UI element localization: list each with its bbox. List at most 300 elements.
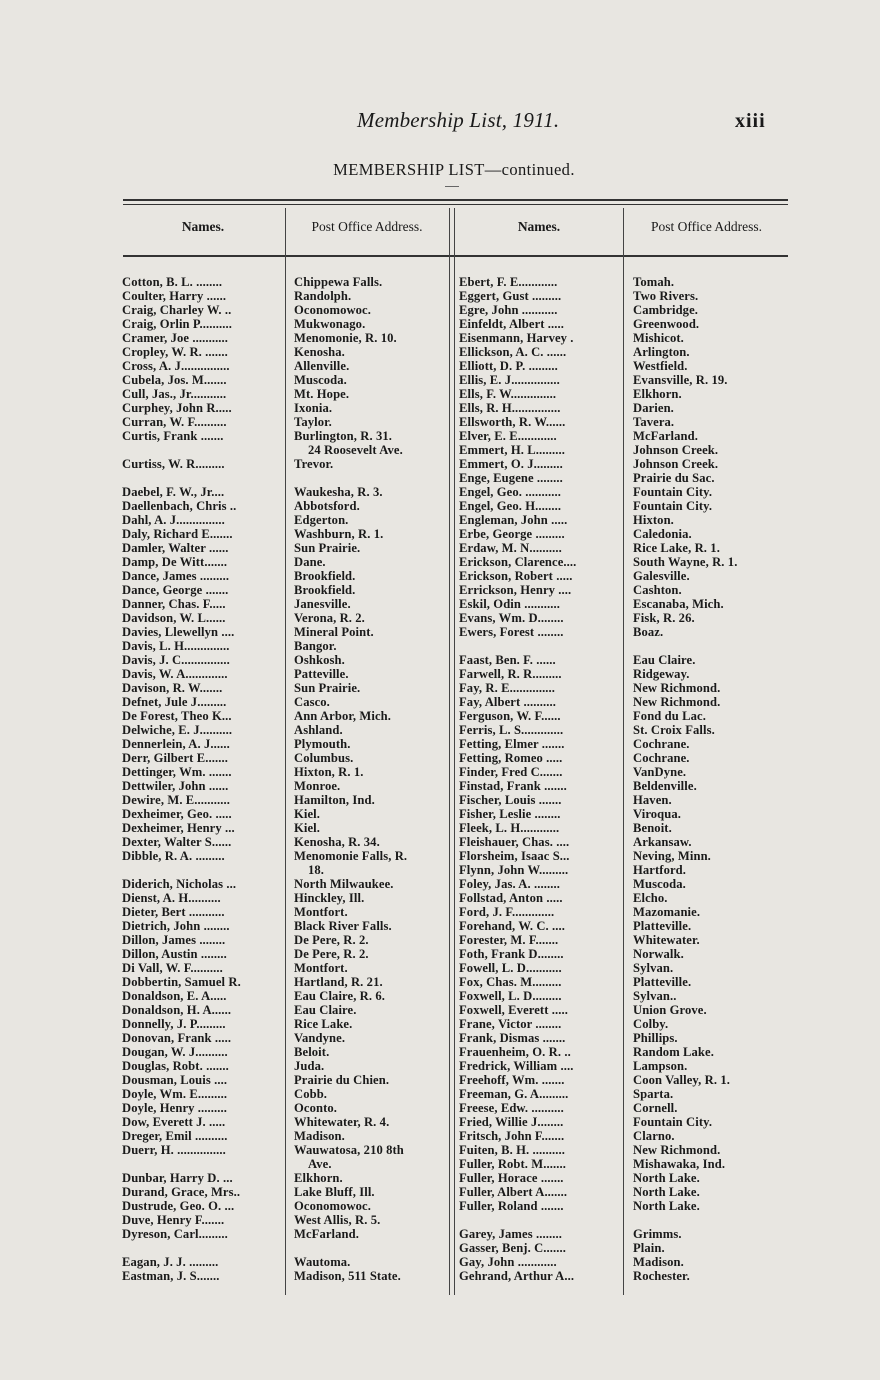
member-name: Cramer, Joe ........... <box>122 331 229 345</box>
left-names-column <box>122 275 284 1283</box>
column-divider <box>285 208 286 1295</box>
member-name: Danner, Chas. F..... <box>122 597 226 611</box>
member-name: Cropley, W. R. ....... <box>122 345 228 359</box>
member-address: Cochrane. <box>633 751 690 765</box>
member-address: Ashland. <box>294 723 343 737</box>
member-name <box>122 1157 284 1171</box>
member-address <box>294 1241 448 1255</box>
member-name: Fetting, Elmer ....... <box>459 737 565 751</box>
member-name: Fowell, L. D........... <box>459 961 562 975</box>
member-name: Fleishauer, Chas. .... <box>459 835 570 849</box>
member-name: Dousman, Louis .... <box>122 1073 228 1087</box>
member-name: Ferris, L. S............. <box>459 723 564 737</box>
member-address: Fountain City. <box>633 485 713 499</box>
member-address: Plain. <box>633 1241 665 1255</box>
member-name: Finstad, Frank ....... <box>459 779 567 793</box>
member-address: Kiel. <box>294 807 321 821</box>
member-name: Ellickson, A. C. ...... <box>459 345 567 359</box>
member-name: Davis, W. A............. <box>122 667 228 681</box>
member-name: Flynn, John W......... <box>459 863 569 877</box>
member-address: Lampson. <box>633 1059 688 1073</box>
member-name: Fuller, Albert A....... <box>459 1185 568 1199</box>
member-name: Forester, M. F....... <box>459 933 559 947</box>
header-rule <box>123 255 788 257</box>
names-header-left: Names. <box>181 219 225 234</box>
member-address: Kenosha, R. 34. <box>294 835 380 849</box>
member-name: Davis, J. C............... <box>122 653 230 667</box>
member-name <box>122 471 284 485</box>
member-address: Verona, R. 2. <box>294 611 365 625</box>
member-address: Plymouth. <box>294 737 351 751</box>
address-header-left: Post Office Address. <box>311 219 423 234</box>
member-name: Douglas, Robt. ....... <box>122 1059 229 1073</box>
member-address: 18. <box>308 863 325 877</box>
member-name: Ells, R. H............... <box>459 401 561 415</box>
member-name: Frane, Victor ........ <box>459 1017 562 1031</box>
member-address: Evansville, R. 19. <box>633 373 728 387</box>
member-name: Doyle, Henry ......... <box>122 1101 228 1115</box>
member-name: Foxwell, Everett ..... <box>459 1003 568 1017</box>
member-name: Ells, F. W.............. <box>459 387 557 401</box>
member-address: Prairie du Chien. <box>294 1073 390 1087</box>
member-address: Janesville. <box>294 597 351 611</box>
member-address: Tavera. <box>633 415 675 429</box>
member-address: Lake Bluff, Ill. <box>294 1185 375 1199</box>
member-address: VanDyne. <box>633 765 687 779</box>
member-address: New Richmond. <box>633 1143 721 1157</box>
member-address: McFarland. <box>294 1227 360 1241</box>
member-address: Brookfield. <box>294 569 356 583</box>
member-address: Coon Valley, R. 1. <box>633 1073 730 1087</box>
member-address: Eau Claire, R. 6. <box>294 989 386 1003</box>
member-name: Dougan, W. J.......... <box>122 1045 228 1059</box>
member-address: North Lake. <box>633 1171 700 1185</box>
member-address: Muscoda. <box>294 373 347 387</box>
member-name: Gay, John ............ <box>459 1255 557 1269</box>
member-address: Darien. <box>633 401 674 415</box>
member-address: Whitewater, R. 4. <box>294 1115 390 1129</box>
member-name: Engleman, John ..... <box>459 513 568 527</box>
member-name: Ewers, Forest ........ <box>459 625 564 639</box>
member-address: Juda. <box>294 1059 325 1073</box>
member-address: Montfort. <box>294 961 348 975</box>
member-name: Emmert, O. J......... <box>459 457 563 471</box>
member-name: Gehrand, Arthur A... <box>459 1269 575 1283</box>
member-name: Craig, Charley W. .. <box>122 303 232 317</box>
member-name: Dustrude, Geo. O. ... <box>122 1199 235 1213</box>
member-address: De Pere, R. 2. <box>294 947 369 961</box>
member-name <box>122 863 284 877</box>
member-name: Daellenbach, Chris .. <box>122 499 237 513</box>
member-address: Norwalk. <box>633 947 684 961</box>
member-name: Fuller, Horace ....... <box>459 1171 564 1185</box>
member-name: Daebel, F. W., Jr.... <box>122 485 225 499</box>
member-name: Fuiten, B. H. .......... <box>459 1143 565 1157</box>
member-address: Two Rivers. <box>633 289 699 303</box>
member-address: Mukwonago. <box>294 317 366 331</box>
member-address: Caledonia. <box>633 527 692 541</box>
member-name: Enge, Eugene ........ <box>459 471 563 485</box>
member-name: Davies, Llewellyn .... <box>122 625 235 639</box>
member-address: Eau Claire. <box>294 1003 357 1017</box>
member-name: Craig, Orlin P.......... <box>122 317 233 331</box>
member-name: Dahl, A. J............... <box>122 513 225 527</box>
member-name: Dettwiler, John ...... <box>122 779 229 793</box>
member-name: Coulter, Harry ...... <box>122 289 227 303</box>
member-address: Arlington. <box>633 345 690 359</box>
member-address: Sylvan.. <box>633 989 677 1003</box>
member-address: Muscoda. <box>633 877 686 891</box>
member-name: Fuller, Roland ....... <box>459 1199 564 1213</box>
member-name: Dieter, Bert ........... <box>122 905 225 919</box>
member-address: Hinckley, Ill. <box>294 891 365 905</box>
member-address: Cornell. <box>633 1101 678 1115</box>
member-address: Trevor. <box>294 457 334 471</box>
member-name: Donaldson, H. A...... <box>122 1003 232 1017</box>
member-address: Mt. Hope. <box>294 387 350 401</box>
member-address: Hixton, R. 1. <box>294 765 364 779</box>
running-title: Membership List, 1911. <box>357 108 560 132</box>
member-address: North Lake. <box>633 1199 700 1213</box>
member-name: Fuller, Robt. M....... <box>459 1157 567 1171</box>
member-address: Hixton. <box>633 513 674 527</box>
member-address: Ixonia. <box>294 401 333 415</box>
member-name: Donnelly, J. P......... <box>122 1017 226 1031</box>
member-address: Haven. <box>633 793 672 807</box>
member-address: Madison. <box>633 1255 684 1269</box>
member-name: Dance, George ....... <box>122 583 229 597</box>
member-address: Clarno. <box>633 1129 675 1143</box>
top-double-rule <box>123 199 788 201</box>
member-address: Wauwatosa, 210 8th <box>294 1143 404 1157</box>
member-name: Curphey, John R..... <box>122 401 232 415</box>
member-name: Derr, Gilbert E....... <box>122 751 228 765</box>
member-name: Fay, R. E.............. <box>459 681 556 695</box>
member-name: Dexheimer, Henry ... <box>122 821 235 835</box>
member-address: Whitewater. <box>633 933 700 947</box>
member-name: Fay, Albert .......... <box>459 695 556 709</box>
member-address: Monroe. <box>294 779 341 793</box>
member-name: Dexheimer, Geo. ..... <box>122 807 232 821</box>
member-name: Forehand, W. C. .... <box>459 919 566 933</box>
member-address: Waukesha, R. 3. <box>294 485 383 499</box>
member-name: Erdaw, M. N.......... <box>459 541 562 555</box>
member-name: Dietrich, John ........ <box>122 919 230 933</box>
member-name: Di Vall, W. F.......... <box>122 961 223 975</box>
member-name: Freese, Edw. .......... <box>459 1101 564 1115</box>
member-address: Ann Arbor, Mich. <box>294 709 391 723</box>
member-name <box>459 1213 623 1227</box>
member-address: Hartland, R. 21. <box>294 975 383 989</box>
member-address: Mishicot. <box>633 331 684 345</box>
member-address: Johnson Creek. <box>633 443 719 457</box>
member-name: Elver, E. E............ <box>459 429 557 443</box>
member-name: Damp, De Witt....... <box>122 555 228 569</box>
section-title: MEMBERSHIP LIST—continued. <box>333 160 575 179</box>
member-address: St. Croix Falls. <box>633 723 715 737</box>
member-address: McFarland. <box>633 429 699 443</box>
member-name: Dillon, Austin ........ <box>122 947 227 961</box>
member-name: Dance, James ......... <box>122 569 230 583</box>
right-names-column <box>459 275 623 1283</box>
member-address: Brookfield. <box>294 583 356 597</box>
member-address: Fountain City. <box>633 499 713 513</box>
member-address <box>294 471 448 485</box>
member-address: Neving, Minn. <box>633 849 711 863</box>
member-address: Phillips. <box>633 1031 678 1045</box>
member-address: Dane. <box>294 555 326 569</box>
member-name: Eskil, Odin ........... <box>459 597 560 611</box>
member-name: Fischer, Louis ....... <box>459 793 562 807</box>
member-address: Madison, 511 State. <box>294 1269 401 1283</box>
member-name: Durand, Grace, Mrs.. <box>122 1185 241 1199</box>
member-name: Errickson, Henry .... <box>459 583 572 597</box>
member-address: Elkhorn. <box>633 387 682 401</box>
member-address: Allenville. <box>294 359 350 373</box>
member-name: Curran, W. F.......... <box>122 415 227 429</box>
member-address: Mishawaka, Ind. <box>633 1157 726 1171</box>
member-address: Abbotsford. <box>294 499 360 513</box>
member-name: Evans, Wm. D........ <box>459 611 564 625</box>
member-name: Foxwell, L. D......... <box>459 989 562 1003</box>
member-name: Dunbar, Harry D. ... <box>122 1171 233 1185</box>
member-address: Cobb. <box>294 1087 328 1101</box>
member-name: Cubela, Jos. M....... <box>122 373 227 387</box>
member-name <box>122 443 284 457</box>
member-address: Madison. <box>294 1129 345 1143</box>
member-address: Bangor. <box>294 639 337 653</box>
member-name: De Forest, Theo K... <box>122 709 232 723</box>
member-address: West Allis, R. 5. <box>294 1213 381 1227</box>
member-name: Emmert, H. L......... <box>459 443 565 457</box>
member-address: Patteville. <box>294 667 349 681</box>
member-address: Sparta. <box>633 1087 674 1101</box>
member-name: Dillon, James ........ <box>122 933 226 947</box>
names-header-right: Names. <box>517 219 561 234</box>
member-name: Ellis, E. J............... <box>459 373 560 387</box>
member-address: Random Lake. <box>633 1045 714 1059</box>
member-name: Cull, Jas., Jr........... <box>122 387 227 401</box>
member-name: Egre, John ........... <box>459 303 558 317</box>
member-address: Platteville. <box>633 919 692 933</box>
member-address: Colby. <box>633 1017 669 1031</box>
member-name: Foley, Jas. A. ........ <box>459 877 560 891</box>
member-name: Florsheim, Isaac S... <box>459 849 570 863</box>
member-name: Diderich, Nicholas ... <box>122 877 237 891</box>
member-address: Elcho. <box>633 891 668 905</box>
member-name: Duerr, H. ............... <box>122 1143 226 1157</box>
member-name <box>459 639 623 653</box>
member-name: Fetting, Romeo ..... <box>459 751 563 765</box>
member-name: Dennerlein, A. J...... <box>122 737 230 751</box>
member-address: Menomonie, R. 10. <box>294 331 397 345</box>
member-name: Erickson, Clarence.... <box>459 555 577 569</box>
member-name: Foth, Frank D........ <box>459 947 564 961</box>
member-address: Benoit. <box>633 821 672 835</box>
member-name: Cross, A. J............... <box>122 359 230 373</box>
member-name: Ford, J. F............. <box>459 905 555 919</box>
member-name: Freeman, G. A......... <box>459 1087 569 1101</box>
column-divider <box>623 208 624 1295</box>
member-address: Johnson Creek. <box>633 457 719 471</box>
address-header-right: Post Office Address. <box>650 219 763 234</box>
member-name: Dexter, Walter S...... <box>122 835 232 849</box>
member-address: Sun Prairie. <box>294 541 361 555</box>
member-address: Escanaba, Mich. <box>633 597 724 611</box>
member-name: Garey, James ........ <box>459 1227 562 1241</box>
member-address: Westfield. <box>633 359 688 373</box>
member-address: New Richmond. <box>633 695 721 709</box>
member-name: Dienst, A. H.......... <box>122 891 221 905</box>
member-name: Cotton, B. L. ........ <box>122 275 223 289</box>
member-name: Erickson, Robert ..... <box>459 569 573 583</box>
member-address: Chippewa Falls. <box>294 275 383 289</box>
member-name: Daly, Richard E....... <box>122 527 233 541</box>
member-name: Damler, Walter ...... <box>122 541 229 555</box>
member-address: Beldenville. <box>633 779 697 793</box>
member-name: Faast, Ben. F. ...... <box>459 653 556 667</box>
member-address: Viroqua. <box>633 807 682 821</box>
member-name: Erbe, George ......... <box>459 527 565 541</box>
member-address: Fond du Lac. <box>633 709 706 723</box>
member-name: Farwell, R. R......... <box>459 667 562 681</box>
member-address: Edgerton. <box>294 513 349 527</box>
center-double-divider-inner <box>454 208 455 1295</box>
member-name: Donovan, Frank ..... <box>122 1031 232 1045</box>
member-address: Cashton. <box>633 583 682 597</box>
page-number: xiii <box>735 110 766 132</box>
member-name: Fox, Chas. M......... <box>459 975 562 989</box>
member-address: Kiel. <box>294 821 321 835</box>
member-address: Ridgeway. <box>633 667 690 681</box>
member-name: Duve, Henry F....... <box>122 1213 225 1227</box>
title-dash <box>445 186 459 187</box>
member-address: 24 Roosevelt Ave. <box>308 443 403 457</box>
member-address: Greenwood. <box>633 317 700 331</box>
member-address: Ave. <box>308 1157 332 1171</box>
member-name: Dibble, R. A. ......... <box>122 849 225 863</box>
member-name: Finder, Fred C....... <box>459 765 563 779</box>
member-address: Galesville. <box>633 569 690 583</box>
member-name: Ferguson, W. F...... <box>459 709 561 723</box>
member-address: North Milwaukee. <box>294 877 394 891</box>
member-address: New Richmond. <box>633 681 721 695</box>
member-name: Defnet, Jule J......... <box>122 695 227 709</box>
member-address: Cambridge. <box>633 303 699 317</box>
member-address: Rice Lake. <box>294 1017 353 1031</box>
member-name: Frank, Dismas ....... <box>459 1031 566 1045</box>
member-name: Donaldson, E. A..... <box>122 989 227 1003</box>
member-address <box>633 1213 793 1227</box>
member-address: Montfort. <box>294 905 348 919</box>
member-address: Boaz. <box>633 625 664 639</box>
member-name: Eagan, J. J. ......... <box>122 1255 219 1269</box>
member-address: Hamilton, Ind. <box>294 793 375 807</box>
member-address: Union Grove. <box>633 1003 707 1017</box>
member-name: Dettinger, Wm. ....... <box>122 765 232 779</box>
member-address: Wautoma. <box>294 1255 351 1269</box>
member-name: Fredrick, William .... <box>459 1059 574 1073</box>
member-address: Eau Claire. <box>633 653 696 667</box>
member-address: Arkansaw. <box>633 835 692 849</box>
member-address: Platteville. <box>633 975 692 989</box>
member-name: Curtiss, W. R......... <box>122 457 225 471</box>
member-name: Davis, L. H.............. <box>122 639 230 653</box>
member-address: Sylvan. <box>633 961 674 975</box>
member-address: Columbus. <box>294 751 354 765</box>
member-address: Vandyne. <box>294 1031 346 1045</box>
member-address: Taylor. <box>294 415 332 429</box>
member-address: Oconomowoc. <box>294 303 372 317</box>
member-name: Dobbertin, Samuel R. <box>122 975 241 989</box>
member-address: Rochester. <box>633 1269 690 1283</box>
left-address-column <box>294 275 448 1283</box>
member-address: Elkhorn. <box>294 1171 343 1185</box>
member-address: Fisk, R. 26. <box>633 611 695 625</box>
member-address: Washburn, R. 1. <box>294 527 384 541</box>
member-name: Fried, Willie J........ <box>459 1115 564 1129</box>
member-name: Gasser, Benj. C....... <box>459 1241 567 1255</box>
right-address-column <box>633 275 793 1283</box>
member-address: South Wayne, R. 1. <box>633 555 738 569</box>
member-address: Beloit. <box>294 1045 330 1059</box>
member-address: Hartford. <box>633 863 687 877</box>
member-address: Burlington, R. 31. <box>294 429 393 443</box>
member-name: Ellsworth, R. W...... <box>459 415 566 429</box>
member-address: Oconomowoc. <box>294 1199 372 1213</box>
member-name: Davidson, W. L...... <box>122 611 226 625</box>
member-name: Davison, R. W....... <box>122 681 223 695</box>
member-address: Oshkosh. <box>294 653 345 667</box>
member-name: Engel, Geo. ........... <box>459 485 561 499</box>
member-name: Follstad, Anton ..... <box>459 891 563 905</box>
top-double-rule-inner <box>123 204 788 205</box>
member-address: Rice Lake, R. 1. <box>633 541 720 555</box>
member-name: Eisenmann, Harvey . <box>459 331 574 345</box>
member-address: Casco. <box>294 695 330 709</box>
member-name: Ebert, F. E............ <box>459 275 558 289</box>
member-name: Elliott, D. P. ......... <box>459 359 558 373</box>
member-address: Grimms. <box>633 1227 682 1241</box>
member-address: Tomah. <box>633 275 675 289</box>
member-name: Fleek, L. H............ <box>459 821 560 835</box>
center-double-divider <box>449 208 450 1295</box>
member-address: North Lake. <box>633 1185 700 1199</box>
member-address: Mazomanie. <box>633 905 701 919</box>
member-address: Mineral Point. <box>294 625 374 639</box>
member-name <box>122 1241 284 1255</box>
member-address: Kenosha. <box>294 345 345 359</box>
member-name: Dreger, Emil .......... <box>122 1129 228 1143</box>
member-address: Prairie du Sac. <box>633 471 715 485</box>
member-address: Oconto. <box>294 1101 338 1115</box>
member-address: Sun Prairie. <box>294 681 361 695</box>
member-name: Dewire, M. E........... <box>122 793 231 807</box>
member-name: Fisher, Leslie ........ <box>459 807 561 821</box>
member-name: Einfeldt, Albert ..... <box>459 317 565 331</box>
member-name: Fritsch, John F....... <box>459 1129 565 1143</box>
member-name: Curtis, Frank ....... <box>122 429 224 443</box>
member-name: Engel, Geo. H........ <box>459 499 562 513</box>
member-name: Doyle, Wm. E......... <box>122 1087 228 1101</box>
member-address: Menomonie Falls, R. <box>294 849 408 863</box>
member-name: Eggert, Gust ......... <box>459 289 562 303</box>
member-address <box>633 639 793 653</box>
member-name: Eastman, J. S....... <box>122 1269 220 1283</box>
member-name: Freehoff, Wm. ....... <box>459 1073 565 1087</box>
member-name: Dow, Everett J. ..... <box>122 1115 226 1129</box>
member-name: Frauenheim, O. R. .. <box>459 1045 571 1059</box>
